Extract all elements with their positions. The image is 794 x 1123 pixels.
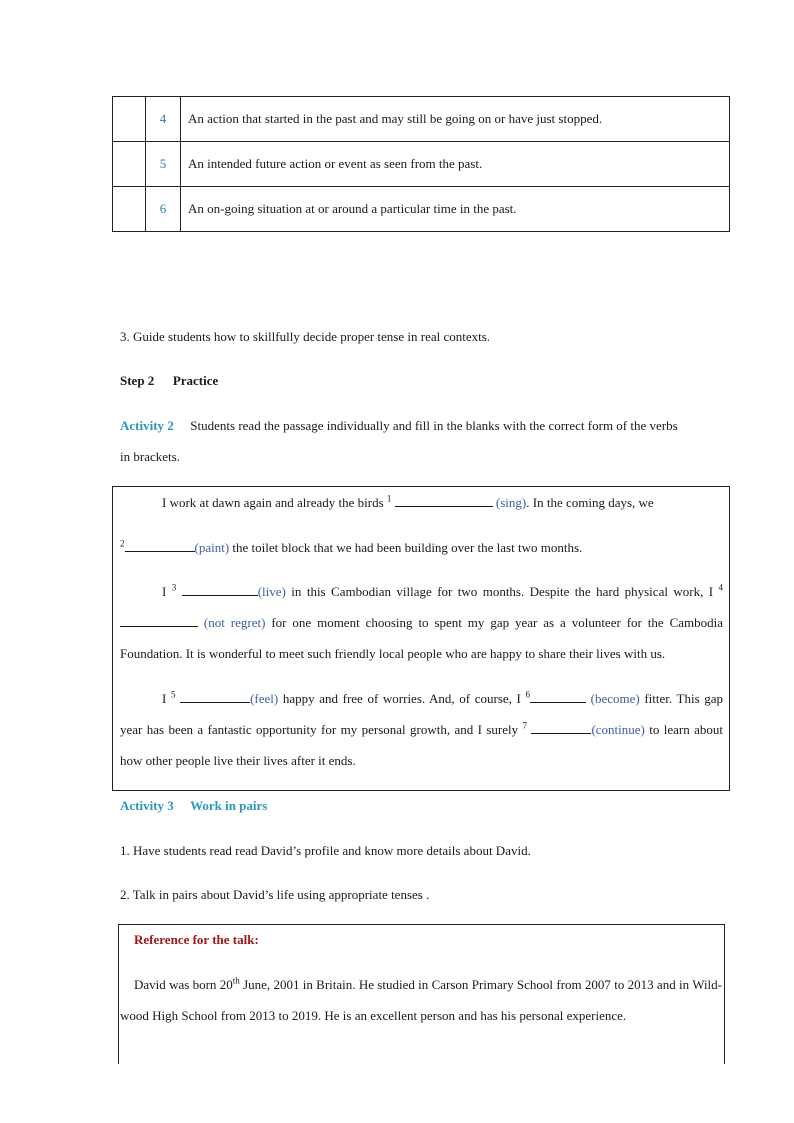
table-row: [113, 97, 730, 142]
passage-text: . In the coming days, we: [526, 495, 654, 510]
row-number: 4: [146, 97, 181, 142]
blank-number: 5: [170, 689, 176, 700]
table-row: [113, 142, 730, 187]
table-blank-cell: [113, 142, 146, 187]
row-number: 6: [146, 187, 181, 232]
ordinal-suffix: th: [232, 975, 240, 986]
step2-title: Step 2: [120, 373, 155, 388]
activity3-item-1: 1. Have students read read David’s profile and know more details about David.: [120, 843, 531, 858]
row-description: An action that started in the past and may still be going on or have just stopped.: [181, 97, 730, 142]
verb-hint: (paint): [194, 540, 230, 555]
row-description: An intended future action or event as seen from the past.: [181, 142, 730, 187]
verb-hint: (not regret): [203, 615, 266, 630]
passage-paragraph-1-cont: [120, 532, 723, 563]
step2-subtitle: Practice: [172, 373, 219, 388]
row-description: An on-going situation at or around a particular time in the past.: [181, 187, 730, 232]
passage-text: fitter. This gap year has been a fantastic opportunity for my personal growth, and I surely: [120, 691, 724, 737]
verb-hint: (feel): [250, 691, 279, 706]
guide-item-3: 3. Guide students how to skillfully decide proper tense in real contexts.: [120, 329, 491, 344]
passage-paragraph-1: [120, 487, 723, 518]
blank-number: 2: [120, 538, 125, 549]
step2-heading: [120, 373, 218, 389]
verb-hint: (sing): [495, 495, 527, 510]
reference-text: [120, 969, 722, 1031]
passage-text: I work at dawn again and already the birds: [162, 495, 384, 510]
table-blank-cell: [113, 97, 146, 142]
table-row: [113, 187, 730, 232]
blank-1[interactable]: [395, 493, 493, 507]
activity3-title: Work in pairs: [190, 798, 268, 813]
passage-paragraph-2: [120, 576, 723, 669]
reference-text-part: June, 2001 in Britain. He studied in Carson Primary School from 2007 to 2013 and in Wild-wood High School from 2013 to 2019. He is an excellent person and has his personal experience.: [120, 977, 722, 1023]
table-blank-cell: [113, 187, 146, 232]
blank-6[interactable]: [530, 689, 586, 703]
passage-text: to learn about how other people live their lives after it ends.: [120, 722, 724, 768]
blank-7[interactable]: [531, 720, 591, 734]
reference-title: Reference for the talk:: [134, 932, 259, 947]
verb-hint: (become): [590, 691, 640, 706]
verb-hint: (live): [257, 584, 286, 599]
activity2-instruction: Students read the passage individually and fill in the blanks with the correct form of the verbs: [190, 418, 678, 433]
blank-number: 4: [718, 582, 724, 593]
tense-table: [112, 96, 730, 232]
passage-text: in this Cambodian village for two months. Despite the hard physical work, I: [285, 584, 714, 599]
reference-text-part: David was born 20: [134, 977, 233, 992]
activity3-label: Activity 3: [120, 798, 174, 813]
passage-text: I: [162, 584, 167, 599]
blank-5[interactable]: [180, 689, 250, 703]
blank-number: 1: [386, 493, 392, 504]
activity2-instruction-cont: in brackets.: [120, 449, 180, 464]
passage-text: happy and free of worries. And, of course, I: [278, 691, 521, 706]
blank-number: 3: [171, 582, 177, 593]
activity3-heading: [120, 798, 267, 814]
activity2-line: [120, 418, 678, 434]
blank-number: 6: [525, 689, 530, 700]
passage-text: I: [162, 691, 167, 706]
passage-paragraph-3: [120, 683, 723, 776]
blank-2[interactable]: [125, 538, 195, 552]
activity2-label: Activity 2: [120, 418, 174, 433]
passage-text: for one moment choosing to spent my gap year as a volunteer for the Cambodia Foundation. It is wonderful to meet such friendly local people who are happy to share their lives with us.: [120, 615, 724, 661]
activity3-item-2: 2. Talk in pairs about David’s life using appropriate tenses .: [120, 887, 430, 902]
blank-number: 7: [522, 720, 528, 731]
blank-3[interactable]: [182, 582, 258, 596]
passage-text: the toilet block that we had been building over the last two months.: [229, 540, 583, 555]
row-number: 5: [146, 142, 181, 187]
verb-hint: (continue): [591, 722, 645, 737]
blank-4[interactable]: [120, 613, 198, 627]
